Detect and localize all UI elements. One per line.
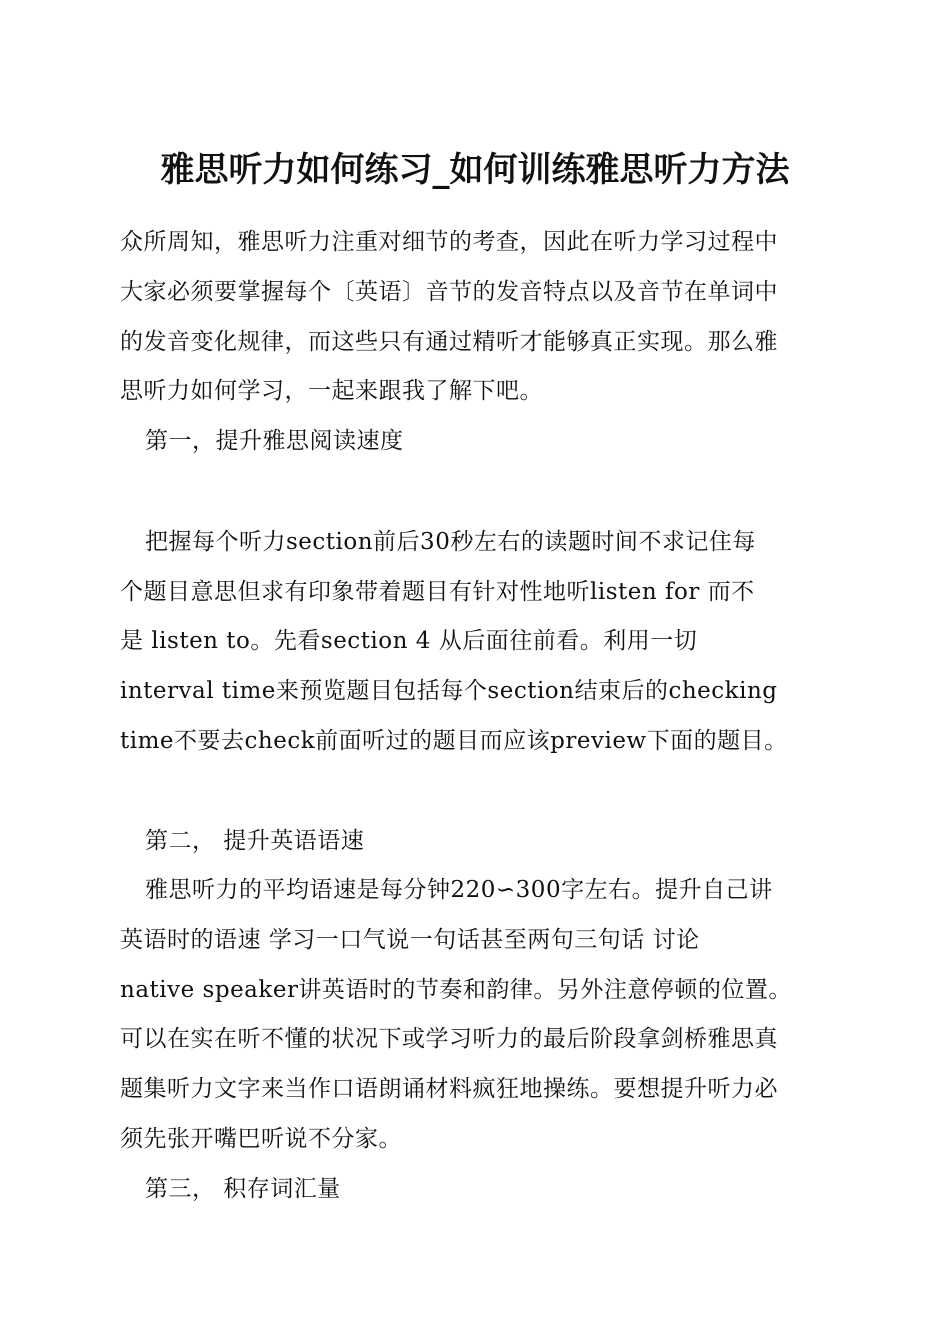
section2-line-3: native speaker讲英语时的节奏和韵律。另外注意停顿的位置。 (120, 977, 792, 1003)
section1-line-5: time不要去check前面听过的题目而应该preview下面的题目。 (120, 728, 788, 754)
intro-line-3: 的发音变化规律，而这些只有通过精听才能够真正实现。那么雅 (120, 329, 778, 355)
section1-line-3: 是 listen to。先看section 4 从后面往前看。利用一切 (120, 628, 698, 654)
section2-line-1: 雅思听力的平均语速是每分钟220∽300字左右。提升自己讲 (145, 877, 773, 903)
document-title: 雅思听力如何练习_如何训练雅思听力方法 (160, 150, 790, 190)
section1-line-1: 把握每个听力section前后30秒左右的读题时间不求记住每 (145, 529, 756, 555)
section2-line-4: 可以在实在听不懂的状况下或学习听力的最后阶段拿剑桥雅思真 (120, 1026, 778, 1052)
section2-line-5: 题集听力文字来当作口语朗诵材料疯狂地操练。要想提升听力必 (120, 1076, 778, 1102)
intro-line-4: 思听力如何学习，一起来跟我了解下吧。 (120, 378, 543, 404)
section-heading-2: 第二， 提升英语语速 (145, 828, 365, 854)
section-heading-3: 第三， 积存词汇量 (145, 1176, 341, 1202)
intro-line-1: 众所周知，雅思听力注重对细节的考查，因此在听力学习过程中 (120, 229, 778, 255)
intro-line-2: 大家必须要掌握每个〔英语〕音节的发音特点以及音节在单词中 (120, 279, 778, 305)
section1-line-4: interval time来预览题目包括每个section结束后的checking (120, 678, 778, 704)
section2-line-6: 须先张开嘴巴听说不分家。 (120, 1126, 402, 1152)
section2-line-2: 英语时的语速 学习一口气说一句话甚至两句三句话 讨论 (120, 927, 700, 953)
section1-line-2: 个题目意思但求有印象带着题目有针对性地听listen for 而不 (120, 579, 755, 605)
section-heading-1: 第一，提升雅思阅读速度 (145, 428, 404, 454)
